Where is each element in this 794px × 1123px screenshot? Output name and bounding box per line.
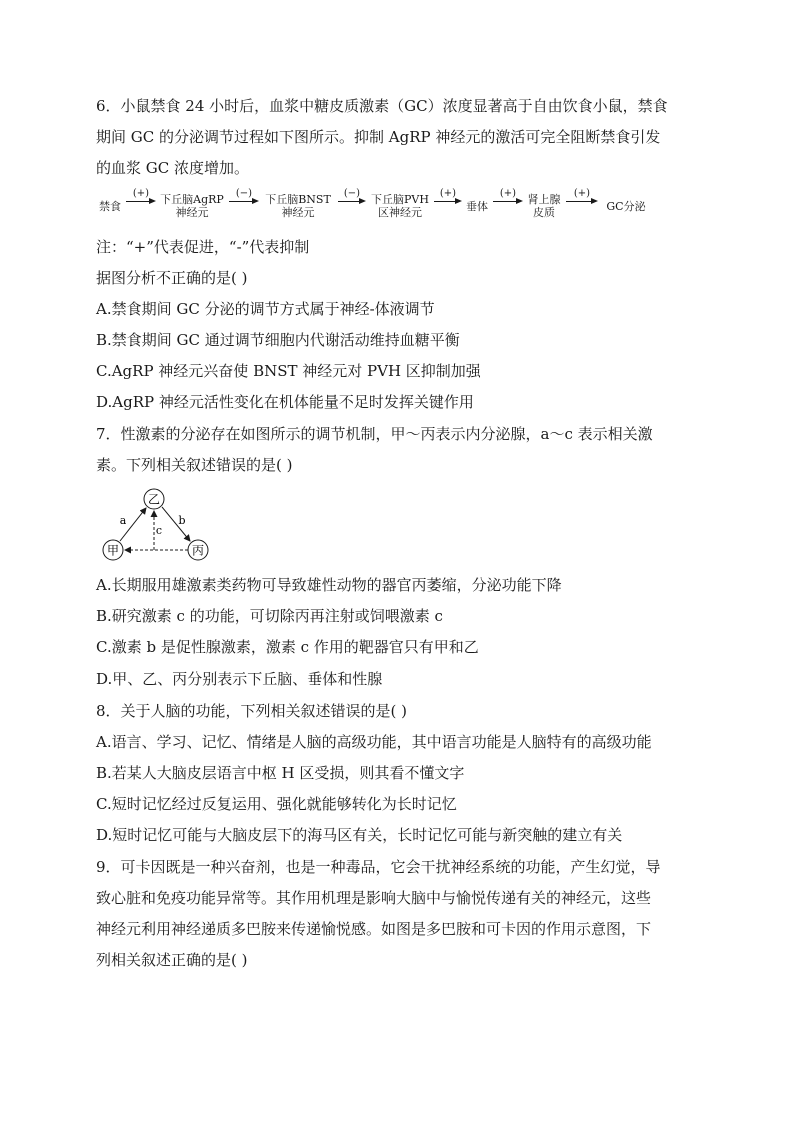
q9-line-4: 列相关叙述正确的是( ) (96, 951, 248, 969)
q8-option-a: A.语言、学习、记忆、情绪是人脑的高级功能，其中语言功能是人脑特有的高级功能 (96, 733, 652, 751)
q6-option-c: C.AgRP 神经元兴奋使 BNST 神经元对 PVH 区抑制加强 (96, 362, 481, 380)
flow-node-agrp (156, 193, 228, 219)
flow-arrow-1 (126, 190, 156, 204)
flow-arrow-2 (229, 190, 259, 204)
q9-line-2: 致心脏和免疫功能异常等。其作用机理是影响大脑中与愉悦传递有关的神经元，这些 (96, 889, 652, 907)
q9-line-1: 9．可卡因既是一种兴奋剂，也是一种毒品，它会干扰神经系统的功能，产生幻觉，导 (96, 858, 661, 876)
q8-stem: 8．关于人脑的功能，下列相关叙述错误的是( ) (96, 702, 408, 720)
flow-node-bnst-line2: 神经元 (281, 206, 315, 219)
q6-option-b: B.禁食期间 GC 通过调节细胞内代谢活动维持血糖平衡 (96, 331, 460, 349)
flow-node-agrp-line2: 神经元 (175, 206, 209, 219)
q8-option-b: B.若某人大脑皮层语言中枢 H 区受损，则其看不懂文字 (96, 764, 465, 782)
hormone-regulation-diagram (96, 488, 216, 564)
flow-node-fasting: 禁食 (99, 200, 121, 213)
flow-arrow-label-4: (+) (439, 188, 457, 199)
q7-line-2: 素。下列相关叙述错误的是( ) (96, 456, 293, 474)
flow-node-adrenal-line1: 肾上腺 (527, 193, 561, 206)
q8-option-d: D.短时记忆可能与大脑皮层下的海马区有关，长时记忆可能与新突触的建立有关 (96, 826, 623, 844)
flow-node-bnst (259, 193, 337, 219)
flow-arrow-label-1: (+) (132, 188, 150, 199)
q7-option-d: D.甲、乙、丙分别表示下丘脑、垂体和性腺 (96, 670, 383, 688)
arrow-c-label: c (155, 524, 163, 537)
flow-node-pvh-line1: 下丘脑PVH (371, 193, 429, 206)
arrow-b-label: b (178, 514, 186, 527)
q6-line-2: 期间 GC 的分泌调节过程如下图所示。抑制 AgRP 神经元的激活可完全阻断禁食引发 (96, 128, 661, 146)
flow-arrow-3 (338, 190, 366, 204)
flow-arrow-label-3: (−) (343, 188, 361, 199)
flow-arrow-5 (493, 190, 523, 204)
q6-line-3: 的血浆 GC 浓度增加。 (96, 159, 249, 177)
flow-node-pituitary: 垂体 (466, 200, 488, 213)
flow-arrow-label-2: (−) (235, 188, 253, 199)
q9-line-3: 神经元利用神经递质多巴胺来传递愉悦感。如图是多巴胺和可卡因的作用示意图，下 (96, 920, 652, 938)
arrow-b (162, 507, 190, 541)
q6-note: 注：“+”代表促进，“-”代表抑制 (96, 238, 310, 256)
node-bing-label: 丙 (191, 543, 205, 558)
flow-node-pvh-line2: 区神经元 (378, 206, 422, 219)
flow-arrow-4 (434, 190, 462, 204)
q7-option-a: A.长期服用雄激素类药物可导致雄性动物的器官丙萎缩，分泌功能下降 (96, 576, 562, 594)
flow-node-adrenal-cortex (524, 193, 564, 219)
q7-line-1: 7．性激素的分泌存在如图所示的调节机制，甲～丙表示内分泌腺，a～c 表示相关激 (96, 425, 653, 443)
q6-stem: 据图分析不正确的是( ) (96, 269, 248, 287)
flow-arrow-label-5: (+) (499, 188, 517, 199)
flow-node-gc-secretion: GC分泌 (606, 200, 646, 213)
arrow-a-label: a (119, 514, 127, 527)
node-yi-label: 乙 (147, 492, 161, 507)
q6-option-d: D.AgRP 神经元活性变化在机体能量不足时发挥关键作用 (96, 393, 474, 411)
q6-line-1: 6．小鼠禁食 24 小时后，血浆中糖皮质激素（GC）浓度显著高于自由饮食小鼠，禁食 (96, 97, 668, 115)
node-jia-label: 甲 (106, 543, 120, 558)
flow-node-adrenal-line2: 皮质 (533, 206, 555, 219)
q8-option-c: C.短时记忆经过反复运用、强化就能够转化为长时记忆 (96, 795, 457, 813)
flow-arrow-6 (566, 190, 598, 204)
q6-option-a: A.禁食期间 GC 分泌的调节方式属于神经-体液调节 (96, 300, 435, 318)
q7-option-b: B.研究激素 c 的功能，可切除丙再注射或饲喂激素 c (96, 607, 443, 625)
gc-regulation-flowchart (96, 190, 666, 224)
flow-node-pvh (366, 193, 434, 219)
q7-option-c: C.激素 b 是促性腺激素，激素 c 作用的靶器官只有甲和乙 (96, 638, 479, 656)
flow-arrow-label-6: (+) (573, 188, 591, 199)
flow-node-bnst-line1: 下丘脑BNST (265, 193, 331, 206)
flow-node-agrp-line1: 下丘脑AgRP (160, 193, 224, 206)
